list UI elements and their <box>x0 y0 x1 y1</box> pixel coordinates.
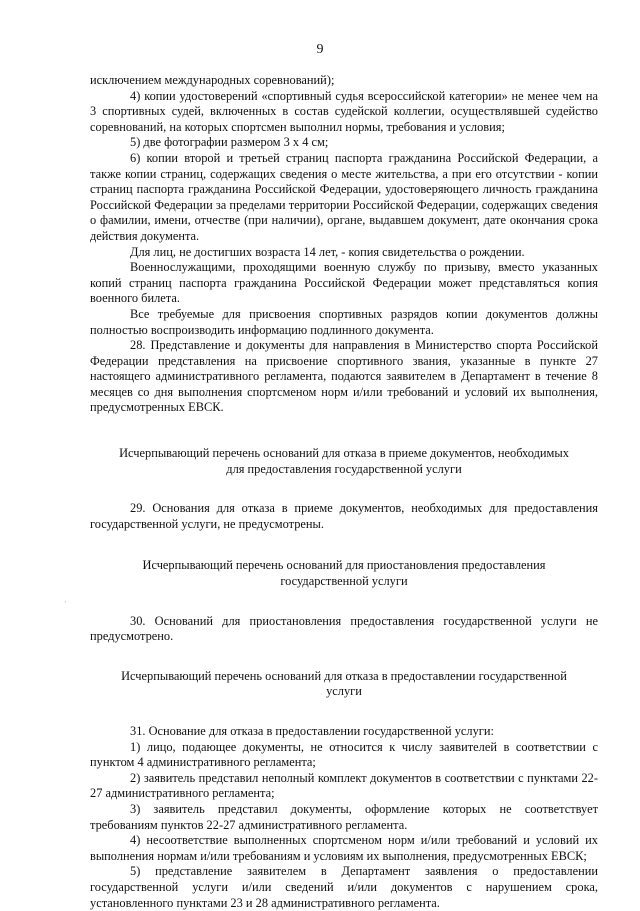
paragraph: Военнослужащими, проходящими военную службу по призыву, вместо указанных копий страниц паспорта гражданина Российской Федерации может представляться копия военного билета. <box>90 260 598 306</box>
paragraph: 28. Представление и документы для направления в Министерство спорта Российской Федерации представления на присвоение спортивного звания, указанные в пункте 27 настоящего административного регламента, подаются заявителем в Департамент в течение 8 месяцев со дня выполнения спортсменом норм и/или требований и условий их выполнения, предусмотренных ЕВСК. <box>90 338 598 415</box>
paragraph: Все требуемые для присвоения спортивных разрядов копии документов должны полностью воспроизводить информацию подлинного документа. <box>90 306 598 337</box>
paragraph: 29. Основания для отказа в приеме документов, необходимых для предоставления государственной услуги, не предусмотрены. <box>90 501 598 531</box>
page-number: 9 <box>316 42 324 57</box>
list-item: 1) лицо, подающее документы, не относится к числу заявителей в соответствии с пунктом 4 административного регламента; <box>90 739 598 770</box>
section-heading: Исчерпывающий перечень оснований для отказа в приеме документов, необходимых для предоставления государственной услуги <box>119 446 569 476</box>
list-item: 4) несоответствие выполненных спортсменом норм и/или требований и условий их выполнения нормам и/или требованиям и условиям их выполнения, предусмотренных ЕВСК; <box>90 833 598 863</box>
paragraph: исключением международных соревнований); <box>90 73 335 87</box>
paragraph: Для лиц, не достигших возраста 14 лет, - копия свидетельства о рождении. <box>130 244 525 259</box>
scan-artifact: · <box>64 598 67 607</box>
section-heading: Исчерпывающий перечень оснований для отказа в предоставлении государственной услуги <box>121 668 567 699</box>
paragraph: 31. Основание для отказа в предоставлении государственной услуги: <box>130 724 494 738</box>
paragraph: 5) две фотографии размером 3 х 4 см; <box>130 135 329 150</box>
paragraph: 4) копии удостоверений «спортивный судья всероссийской категории» не менее чем на 3 спортивных судей, включенных в состав судейской коллегии, осуществлявшей судейство соревнований, на которых спортсмен выполнил нормы, требования и условия; <box>90 88 598 134</box>
list-item: 5) представление заявителем в Департамент заявления о предоставлении государственной услуги и/или сведений и/или документов с нарушением срока, установленного пунктами 23 и 28 административного регламента. <box>90 864 598 910</box>
document-body <box>90 73 598 911</box>
paragraph: 6) копии второй и третьей страниц паспорта гражданина Российской Федерации, а также копии страниц, содержащих сведения о месте жительства, а при его отсутствии - копии страниц паспорта гражданина Российской Федерации, удостоверяющего личность гражданина Российской Федерации за пределами территории Российской Федерации, содержащих сведения о фамилии, имени, отчестве (при наличии), органе, выдавшем документ, дате окончания срока действия документа. <box>90 150 598 243</box>
section-heading: Исчерпывающий перечень оснований для приостановления предоставления государственной услуги <box>142 558 546 589</box>
list-item: 2) заявитель представил неполный комплект документов в соответствии с пунктами 22-27 административного регламента; <box>90 770 598 801</box>
list-item: 3) заявитель представил документы, оформление которых не соответствует требованиям пунктов 22-27 административного регламента. <box>90 801 598 832</box>
paragraph: 30. Оснований для приостановления предоставления государственной услуги не предусмотрено. <box>90 613 598 644</box>
